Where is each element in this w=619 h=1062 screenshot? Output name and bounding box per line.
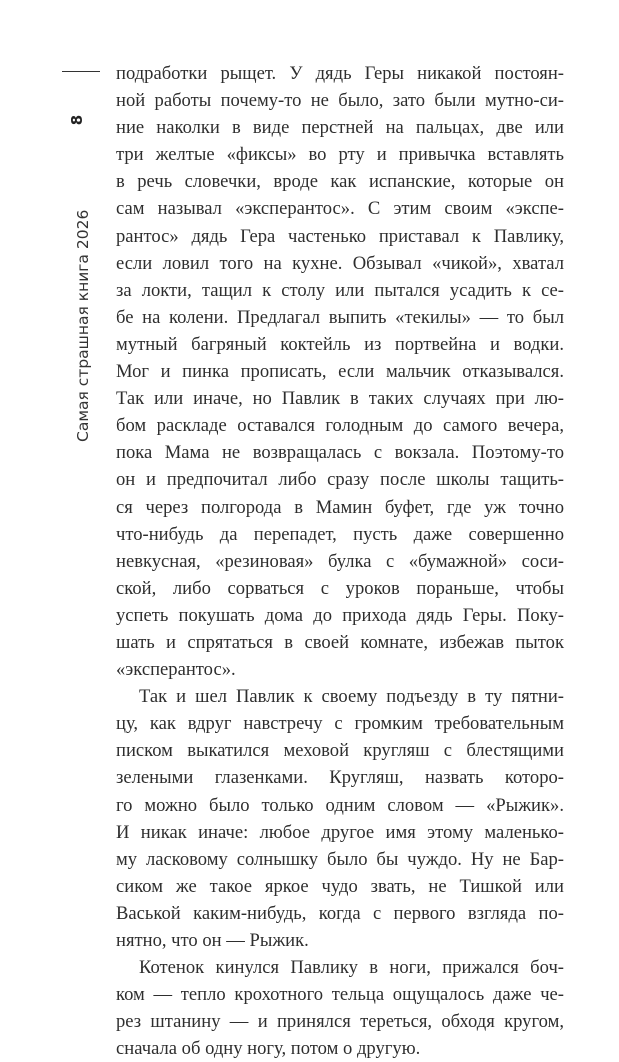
text-line: И никак иначе: любое другое имя этому маленько- [116,821,564,843]
text-line: три желтые «фиксы» во рту и привычка вставлять [116,144,564,166]
text-line: в речь словечки, вроде как испанские, которые он [116,171,564,193]
text-line: сначала об одну ногу, потом о другую. [116,1038,421,1060]
text-line: мутный багряный коктейль из портвейна и водки. [116,333,564,355]
text-line: нятно, что он — Рыжик. [116,930,309,951]
paragraph-1 [116,60,564,683]
text-line: му ласковому солнышку было бы чуждо. Ну не Бар- [116,848,564,870]
text-line: шать и спрятаться в своей комнате, избежав пыток [116,631,564,653]
text-line: ком — тепло крохотного тельца ощущалось даже че- [116,984,564,1006]
text-line: за локти, тащил к столу или пытался усадить к се- [116,279,564,301]
text-line: ние наколки в виде перстней на пальцах, две или [116,117,564,139]
text-line: Котенок кинулся Павлику в ноги, прижался боч- [139,957,564,979]
text-line: ной работы почему-то не было, зато были мутно-си- [116,90,564,112]
text-line: Так или иначе, но Павлик в таких случаях при лю- [116,388,564,410]
text-line: что-нибудь да перепадет, пусть даже совершенно [116,523,564,545]
text-line: бом раскладе оставался голодным до самого вечера, [116,415,564,437]
text-line: рантос» дядь Гера частенько приставал к Павлику, [116,225,564,247]
text-line: Васькой каким-нибудь, когда с первого взгляда по- [116,902,564,924]
text-line: сам называл «эксперантос». С этим своим «экспе- [116,198,564,220]
text-line: если ловил того на кухне. Обзывал «чикой», хватал [116,252,564,274]
text-line: ся через полгорода в Мамин буфет, где уж точно [116,496,564,518]
text-line: он и предпочитал либо сразу после школы тащить- [116,469,564,491]
text-line: зелеными глазенками. Кругляш, назвать которо- [116,767,564,789]
body-text [116,60,564,1062]
text-line: го можно было только одним словом — «Рыжик». [116,794,564,816]
text-line: невкусная, «резиновая» булка с «бумажной» соси- [116,550,564,572]
text-line: Мог и пинка прописать, если мальчик отказывался. [116,361,564,383]
text-line: писком выкатился меховой кругляш с блестящими [116,740,564,762]
text-line: Так и шел Павлик к своему подъезду в ту пятни- [139,686,564,708]
text-line: бе на колени. Предлагал выпить «текилы» — то был [116,306,564,328]
running-head: Самая страшная книга 2026 [74,209,92,442]
page-number: 8 [68,114,86,126]
text-line: пока Мама не возвращалась с вокзала. Поэтому-то [116,442,564,464]
header-rule [62,71,100,72]
text-line: рез штанину — и принялся тереться, обходя кругом, [116,1011,564,1033]
text-line: подработки рыщет. У дядь Геры никакой постоян- [116,63,564,84]
text-line: «эксперантос». [116,659,236,681]
paragraph-2 [116,683,564,954]
text-line: успеть покушать дома до прихода дядь Геры. Поку- [116,604,564,626]
text-line: ской, либо сорваться с уроков пораньше, чтобы [116,577,564,599]
text-line: цу, как вдруг навстречу с громким требовательным [116,713,564,735]
paragraph-3 [116,954,564,1062]
text-line: сиком же такое яркое чудо звать, не Тишкой или [116,875,564,897]
